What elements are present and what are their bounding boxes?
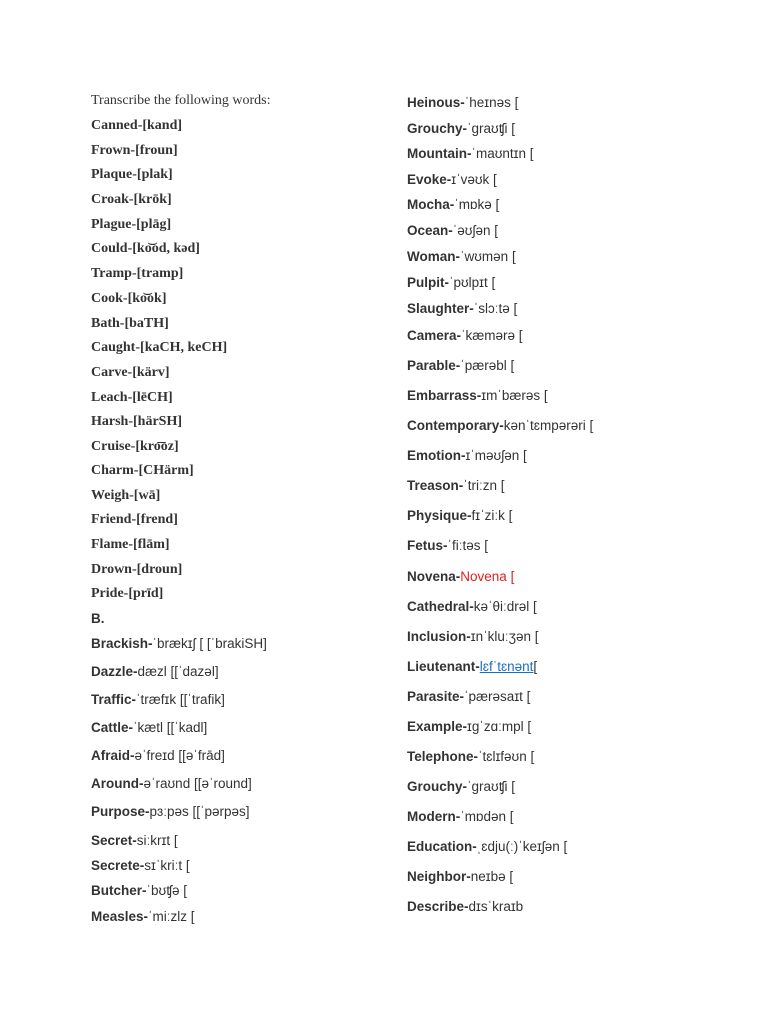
transcription: ˈtɛlɪfəʊn [ [478,748,535,764]
word: Describe [407,898,465,914]
list-item [91,584,163,604]
separator: - [131,266,137,281]
list-item [91,510,178,530]
word: Treason [407,477,459,493]
transcription: ˈmaʊntɪn [ [471,145,534,161]
separator: - [131,562,137,577]
list-item [407,169,497,189]
separator: - [131,691,137,707]
separator: - [128,719,134,735]
list-item [407,866,513,886]
list-item [407,220,498,240]
list-item [407,776,515,796]
list-item [407,535,488,555]
list-item [407,806,514,826]
word: Slaughter [407,300,470,316]
list-item [91,215,171,235]
word: Brackish [91,635,149,651]
word: Harsh [91,414,129,429]
separator: - [455,357,461,373]
transcription: [baTH] [124,316,169,331]
transcription: ˈtræfɪk [[ˈtrafik] [136,691,225,707]
separator: - [448,222,453,238]
list-item [91,239,200,259]
transcription: ˈpʊlpɪt [ [449,274,496,290]
word: Example [407,718,463,734]
separator: - [130,143,136,158]
transcription: ˈkætl [[ˈkadl] [133,719,208,735]
list-item [407,566,514,586]
word: Measles [91,908,144,924]
separator: - [466,868,471,884]
word: Cook [91,291,123,306]
word: Could [91,241,128,256]
word: Modern [407,808,456,824]
list-item [407,475,505,495]
transcription: [kand] [142,118,183,133]
list-item [91,717,207,737]
transcription: fɪˈziːk [ [471,507,513,523]
word: Woman [407,248,456,264]
word: Fetus [407,537,444,553]
instructions-text: Transcribe the following words: [91,93,271,108]
transcription: pɜːpəs [[ˈpərpəs] [149,803,250,819]
separator: - [139,857,145,873]
transcription: [droun] [136,562,183,577]
transcription: [wā] [133,488,161,503]
word: Contemporary [407,417,500,433]
transcription: ˈpærəbl [ [460,357,515,373]
word: Croak [91,192,129,207]
list-item [91,388,173,408]
list-item [407,626,538,646]
separator: - [459,688,465,704]
separator: - [130,747,135,763]
transcription: [härSH] [133,414,183,429]
word: Parasite [407,688,460,704]
separator: - [444,274,449,290]
list-item [407,355,514,375]
separator: - [467,145,472,161]
transcription: ˈwʊmən [ [460,248,516,264]
separator: - [466,628,471,644]
word: Flame [91,537,129,552]
separator: - [127,390,133,405]
word: Evoke [407,171,447,187]
list-item [407,716,531,736]
transcription: [ko͝ok] [127,291,167,306]
word: Friend [91,512,132,527]
separator: - [132,832,137,848]
transcription: [plāg] [136,217,172,232]
word: Pride [91,586,124,601]
transcription: ɪˈvəʊk [ [451,171,497,187]
word: Cruise [91,439,131,454]
transcription: [plak] [136,167,173,182]
word: Afraid [91,747,131,763]
list-item [91,745,225,765]
word: Frown [91,143,131,158]
separator: - [139,775,144,791]
transcription: ˈtriːzn [ [463,477,505,493]
separator: - [460,94,465,110]
list-item [407,298,517,318]
list-item [91,880,187,900]
word: Education [407,838,473,854]
list-item [91,437,179,457]
separator: - [129,488,134,503]
list-item [91,289,166,309]
word: Novena [407,568,456,584]
word: Charm [91,463,134,478]
separator: - [462,120,468,136]
separator: - [130,439,136,454]
separator: - [462,718,468,734]
word: Canned [91,118,138,133]
transcription-tail: [ [533,658,538,674]
transcription: neɪbə [ [470,868,514,884]
list-item [91,412,182,432]
list-item [407,325,523,345]
separator: - [132,167,137,182]
transcription: ˈslɔːtə [ [473,300,518,316]
transcription: kəˈθiːdrəl [ [473,598,537,614]
word: Ocean [407,222,449,238]
list-item [91,855,190,875]
transcription: [froun] [135,143,178,158]
list-item [407,836,567,856]
separator: - [148,635,153,651]
separator: - [464,898,469,914]
word: Cathedral [407,598,470,614]
word: Around [91,775,139,791]
transcription: dɪsˈkraɪb [468,898,524,914]
transcription: [flām] [133,537,170,552]
transcription: əˈfreɪd [[əˈfrād] [134,747,225,763]
transcription: ˈbʊʧə [ [146,882,187,898]
separator: - [462,778,468,794]
list-item [407,896,523,916]
transcription: kənˈtɛmpərəri [ [503,417,594,433]
transcription: dæzl [[ˈdazəl] [137,663,219,679]
word: Dazzle [91,663,134,679]
transcription: ˈəʊʃən [ [452,222,498,238]
list-item [407,746,534,766]
transcription: ɪmˈbærəs [ [481,387,548,403]
list-item [407,656,537,676]
transcription: ˌɛdju(ː)ˈkeɪʃən [ [476,838,568,854]
list-item [407,143,534,163]
word: Pulpit [407,274,445,290]
separator: - [122,291,128,306]
list-item [91,801,250,821]
transcription: [kaCH, keCH] [140,340,228,355]
list-item [91,773,252,793]
word: Caught [91,340,136,355]
separator: - [455,248,461,264]
word: Carve [91,365,128,380]
list-item [407,118,515,138]
list-item [91,314,169,334]
separator: - [443,537,448,553]
separator: - [476,387,482,403]
separator: - [456,327,462,343]
list-item [91,461,194,481]
transcription: ɪˈməʊʃən [ [465,447,527,463]
transcription-highlighted: Novena [ [460,568,515,584]
word: Parable [407,357,456,373]
word: Bath [91,316,120,331]
list-item [91,830,178,850]
list-item [91,689,225,709]
transcription: ˈheɪnəs [ [464,94,519,110]
separator: - [123,586,129,601]
word: Grouchy [407,120,463,136]
list-item [407,505,512,525]
transcription-link[interactable]: lɛfˈtɛnənt [479,658,534,674]
list-item [91,560,182,580]
word: Emotion [407,447,461,463]
separator: - [469,598,474,614]
separator: - [133,463,139,478]
word: Weigh [91,488,130,503]
word: Butcher [91,882,143,898]
list-item [91,363,170,383]
list-item [91,535,170,555]
transcription: [CHärm] [138,463,194,478]
word: Drown [91,562,132,577]
list-item [407,272,495,292]
separator: - [499,417,504,433]
separator: - [473,748,479,764]
separator: - [137,118,143,133]
word: Plague [91,217,132,232]
separator: - [143,908,149,924]
list-item [91,165,173,185]
separator: - [135,340,141,355]
transcription: [kro͞oz] [135,439,179,454]
list-item [407,415,593,435]
word: Telephone [407,748,474,764]
list-item [91,906,195,926]
word: Cattle [91,719,129,735]
word: Tramp [91,266,132,281]
transcription: əˈraʊnd [[əˈround] [143,775,252,791]
word: Heinous [407,94,461,110]
separator: - [131,512,137,527]
separator: - [446,171,452,187]
list-item [91,338,227,358]
list-item [91,116,182,136]
word: Purpose [91,803,146,819]
separator: - [131,217,137,232]
section-b-label [91,608,105,628]
transcription: [frend] [136,512,178,527]
separator: - [127,365,133,380]
transcription: ˈfiːtəs [ [447,537,489,553]
section-b-text: B. [91,610,105,626]
transcription: ɪgˈzɑːmpl [ [467,718,532,734]
word: Camera [407,327,457,343]
list-item [407,246,516,266]
word: Secret [91,832,133,848]
separator: - [469,300,474,316]
word: Inclusion [407,628,467,644]
list-item [407,92,518,112]
separator: - [455,568,461,584]
list-item [407,385,548,405]
list-item [91,661,219,681]
transcription: ˈmɒdən [ [460,808,514,824]
transcription: [kärv] [132,365,170,380]
separator: - [449,196,455,212]
list-item [407,686,530,706]
separator: - [467,507,472,523]
separator: - [458,477,464,493]
list-item [91,264,183,284]
separator: - [133,663,138,679]
transcription: ˈmɒkə [ [454,196,500,212]
transcription: [ko͝od, kəd] [132,241,200,256]
list-item [407,596,537,616]
transcription: [krōk] [133,192,172,207]
transcription: ˈgraʊʧi [ [467,120,515,136]
list-item [91,141,178,161]
separator: - [128,414,134,429]
separator: - [461,447,466,463]
transcription: [lēCH] [132,390,173,405]
separator: - [119,316,125,331]
list-item [91,190,172,210]
transcription: [prīd] [128,586,164,601]
transcription: ˈgraʊʧi [ [467,778,515,794]
transcription: ɪnˈkluːʒən [ [470,628,539,644]
word: Embarrass [407,387,477,403]
word: Plaque [91,167,133,182]
transcription: ˈkæmərə [ [461,327,523,343]
word: Secrete [91,857,140,873]
instructions-heading [91,91,271,111]
word: Traffic [91,691,132,707]
transcription: ˈbrækɪʃ [ [ˈbrakiSH] [152,635,267,651]
transcription: sɪˈkriːt [ [144,857,190,873]
list-item [407,445,527,465]
word: Grouchy [407,778,463,794]
separator: - [128,192,134,207]
word: Lieutenant [407,658,476,674]
separator: - [472,838,477,854]
transcription: siːkrɪt [ [136,832,178,848]
transcription: [tramp] [136,266,184,281]
separator: - [127,241,133,256]
transcription: ˈpærəsaɪt [ [464,688,531,704]
transcription: ˈmiːzlz [ [148,908,195,924]
separator: - [145,803,150,819]
word: Neighbor [407,868,467,884]
word: Mountain [407,145,467,161]
separator: - [142,882,147,898]
word: Physique [407,507,468,523]
list-item [407,194,499,214]
word: Leach [91,390,128,405]
separator: - [475,658,480,674]
list-item [91,486,160,506]
word: Mocha [407,196,450,212]
separator: - [455,808,461,824]
separator: - [128,537,133,552]
list-item [91,633,267,653]
